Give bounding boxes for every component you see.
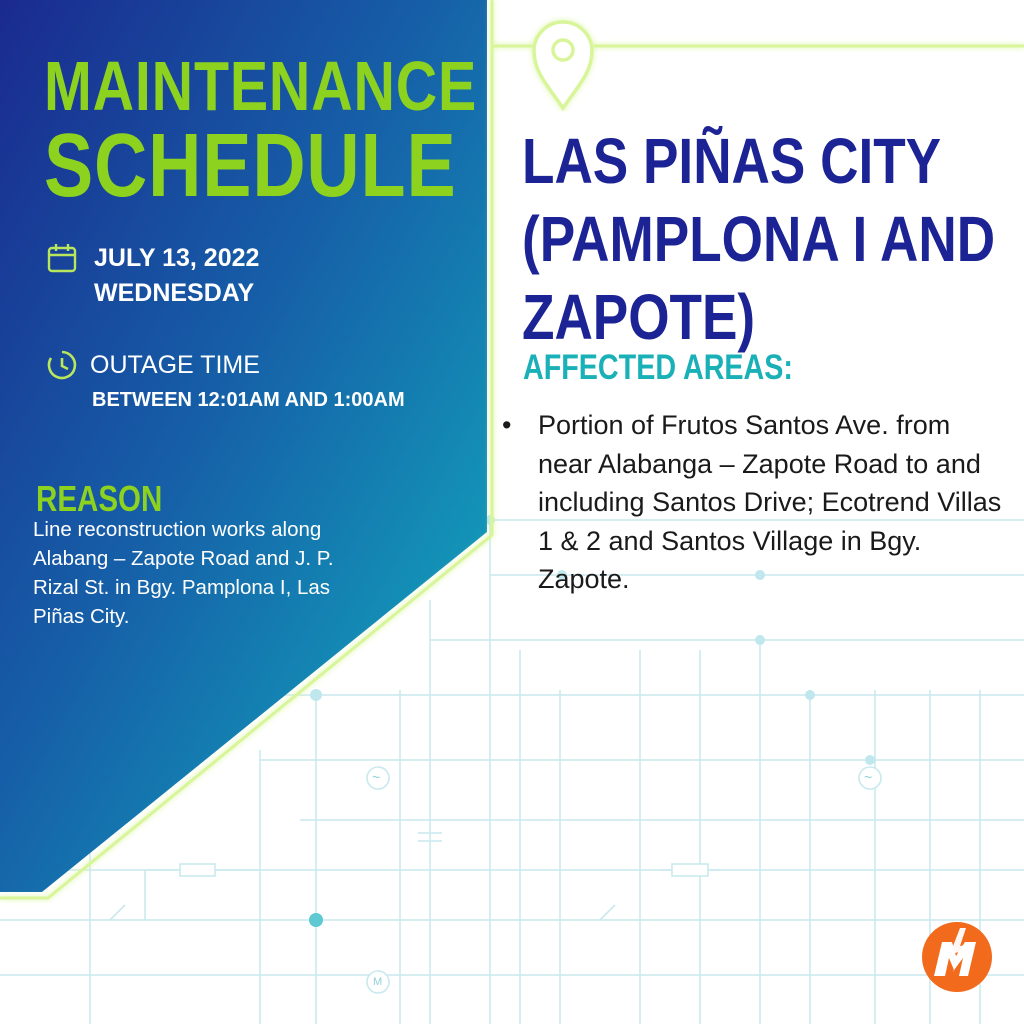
location-pin-icon <box>528 16 598 112</box>
meralco-logo <box>920 920 994 994</box>
source-symbol-label-2: ~ <box>864 769 873 785</box>
circuit-elements <box>180 767 881 993</box>
outage-day: WEDNESDAY <box>94 279 255 307</box>
affected-areas-heading: AFFECTED AREAS: <box>523 348 793 387</box>
reason-text: Line reconstruction works along Alabang – Zapote Road and J. P. Rizal St. in Bgy. Pamplona I, Las Piñas City. <box>33 518 334 628</box>
source-symbol-label: ~ <box>372 769 381 785</box>
outage-time-range: BETWEEN 12:01AM AND 1:00AM <box>92 389 405 411</box>
motor-symbol-label: M <box>373 976 383 988</box>
clock-icon <box>46 349 78 381</box>
outage-time-label: OUTAGE TIME <box>90 351 260 379</box>
city-heading: LAS PIÑAS CITY (PAMPLONA I AND ZAPOTE) <box>522 125 996 353</box>
title-line-1: MAINTENANCE <box>44 47 478 125</box>
reason-heading: REASON <box>36 478 163 519</box>
outage-date: JULY 13, 2022 <box>94 244 260 272</box>
title-line-2: SCHEDULE <box>44 116 457 216</box>
bullet: • <box>502 410 512 440</box>
calendar-icon <box>46 242 78 274</box>
list-item <box>500 406 1005 599</box>
affected-areas-list <box>500 406 1005 599</box>
affected-area-text: Portion of Frutos Santos Ave. from near Alabanga – Zapote Road to and including Santos Drive; Ecotrend Villas 1 & 2 and Santos Village in Bgy. Zapote. <box>538 410 1002 594</box>
